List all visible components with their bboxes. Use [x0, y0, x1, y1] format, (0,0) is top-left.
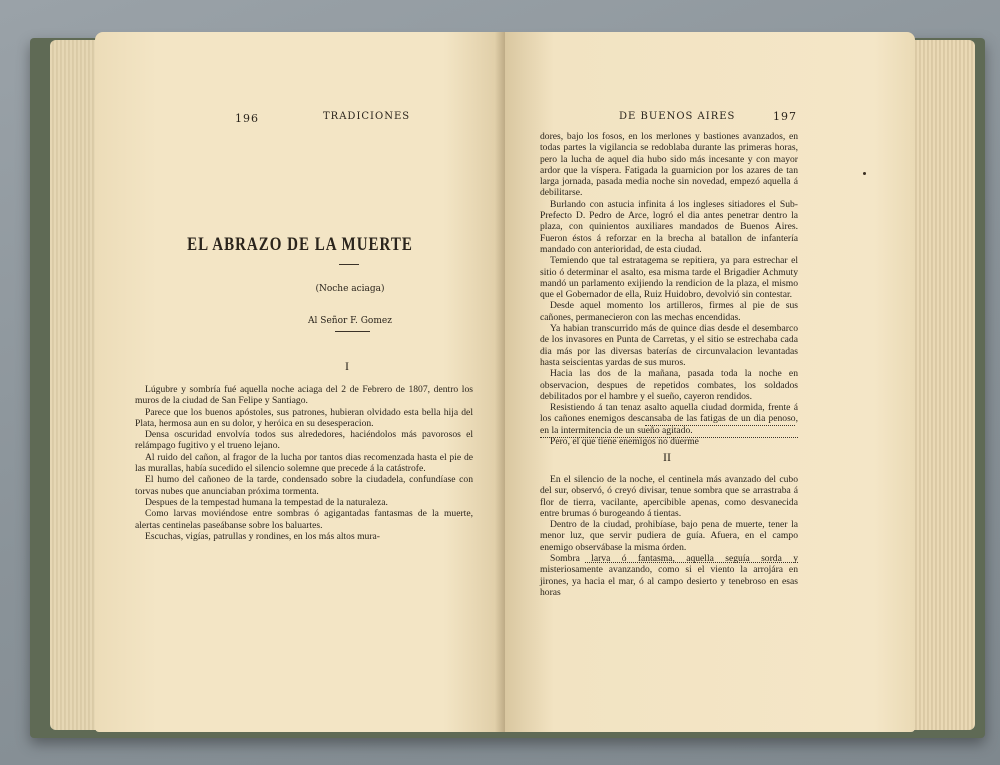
paragraph: Ya habian transcurrido más de quince dias desde el desembarco de los invasores en Punta de Carretas, y el sitio se estrechaba cada dia más por las diversas baterías de circunvalacion levantadas hasta seiscientas yardas de sus muros. [540, 323, 798, 368]
right-running-head: DE BUENOS AIRES [619, 111, 736, 122]
paragraph: Burlando con astucia infinita á los ingleses sitiadores el Sub-Prefecto D. Pedro de Arce, logró el dia antes penetrar dentro la plaza, con quinientos auxiliares mandados de Buenos Aires. Fueron éstos á reforzar en la brecha al batallon de infantería mandado con anterioridad, de esta ciudad. [540, 198, 798, 255]
left-page-number: 196 [235, 112, 259, 125]
paragraph: Despues de la tempestad humana la tempestad de la naturaleza. [145, 496, 388, 508]
paragraph: Sombra larva ó fantasma, aquella seguía sorda y misteriosamente avanzando, como si el viento la arrojára en jirones, ya hacia el mar, ó al campo desierto y tenebroso en esas horas [540, 553, 798, 598]
paragraph: El humo del cañoneo de la tarde, condensado sobre la ciudadela, confundíase con torvas nubes que anunciaban próxima tormenta. [135, 474, 473, 497]
right-body-text-bottom [540, 474, 798, 598]
story-subtitle: (Noche aciaga) [315, 284, 385, 294]
title-rule [339, 264, 359, 265]
right-page-number: 197 [773, 110, 797, 123]
paragraph: Escuchas, vigías, patrullas y rondines, en los más altos mura- [145, 530, 380, 542]
paragraph: En el silencio de la noche, el centinela más avanzado del cubo del sur, observó, ó creyó divisar, tenue sombra que se arrastraba á flor de tierra, vacilante, apercibible apenas, como desvanecida entre brumas ó burogeando á tientas. [540, 474, 798, 519]
left-page [95, 32, 505, 732]
right-page [505, 32, 915, 732]
paragraph: dores, bajo los fosos, en los merlones y bastiones avanzados, en todas partes la vigilancia se redoblaba durante las primeras horas, pero la lucha de aquel dia hubo sido más incesante y con mayor ardor que la víspera. Fatigada la guarnicion por los azares de tan larga jornada, pasada media noche sin novedad, empezó aquella á debilitarse. [540, 131, 798, 199]
paragraph: Temiendo que tal estratagema se repitiera, ya para estrechar el sitio ó determinar el asalto, esa misma tarde el Brigadier Achmuty mandó un parlamento exijiendo la rendicion de la plaza, el mismo que el Gobernador de ella, Ruiz Huidobro, devolvió sin contestar. [540, 255, 798, 301]
section-number-ii: II [663, 450, 671, 464]
dotted-rule [540, 437, 798, 438]
paragraph: Densa oscuridad envolvía todos sus alrededores, haciéndolos más pavorosos el relámpago fugitivo y el trueno lejano. [135, 429, 473, 452]
paragraph: Como larvas moviéndose entre sombras ó agigantadas fantasmas de la muerte, alertas centinelas paseábanse sobre los baluartes. [135, 508, 473, 531]
paragraph: Pero, el que tiene enemigos no duerme [550, 436, 699, 448]
paragraph: Resistiendo á tan tenaz asalto aquella ciudad dormida, frente á los cañones enemigos descansaba de las fatigas de un dia penoso, en la intermitencia de un sueño agitado. [540, 402, 798, 436]
dedication-rule [335, 331, 370, 332]
dotted-leader [585, 562, 798, 563]
paragraph: Hacia las dos de la mañana, pasada toda la noche en observacion, despues de repetidos combates, los soldados debilitados por el hambre y el sueño, cayeron rendidos. [540, 368, 798, 402]
section-number-i: I [345, 359, 349, 373]
paragraph: Lúgubre y sombría fué aquella noche aciaga del 2 de Febrero de 1807, dentro los muros de la ciudad de San Felipe y Santiago. [135, 384, 473, 407]
left-body-text [135, 384, 473, 542]
right-page-edges [905, 40, 975, 730]
left-running-head: TRADICIONES [323, 111, 411, 122]
foxing-spot [863, 172, 866, 175]
dedication: Al Señor F. Gomez [308, 316, 392, 326]
paragraph: Dentro de la ciudad, prohibíase, bajo pena de muerte, tener la menor luz, que servir pudiera de guía. Afuera, en el campo enemigo observábase la misma órden. [540, 519, 798, 553]
story-title: EL ABRAZO DE LA MUERTE [187, 234, 413, 255]
paragraph: Desde aquel momento los artilleros, firmes al pie de sus cañones, permanecieron con las mechas encendidas. [540, 300, 798, 323]
paragraph: Al ruido del cañon, al fragor de la lucha por tantos dias recomenzada hasta el pie de las murallas, había sucedido el silencio solemne que precede á la catástrofe. [135, 451, 473, 475]
dotted-leader [645, 425, 795, 426]
paragraph: Parece que los buenos apóstoles, sus patrones, hubieran olvidado esta bella hija del Plata, hermosa aun en su dolor, y heróica en su desesperacion. [135, 406, 473, 429]
right-body-text-top [540, 131, 798, 447]
